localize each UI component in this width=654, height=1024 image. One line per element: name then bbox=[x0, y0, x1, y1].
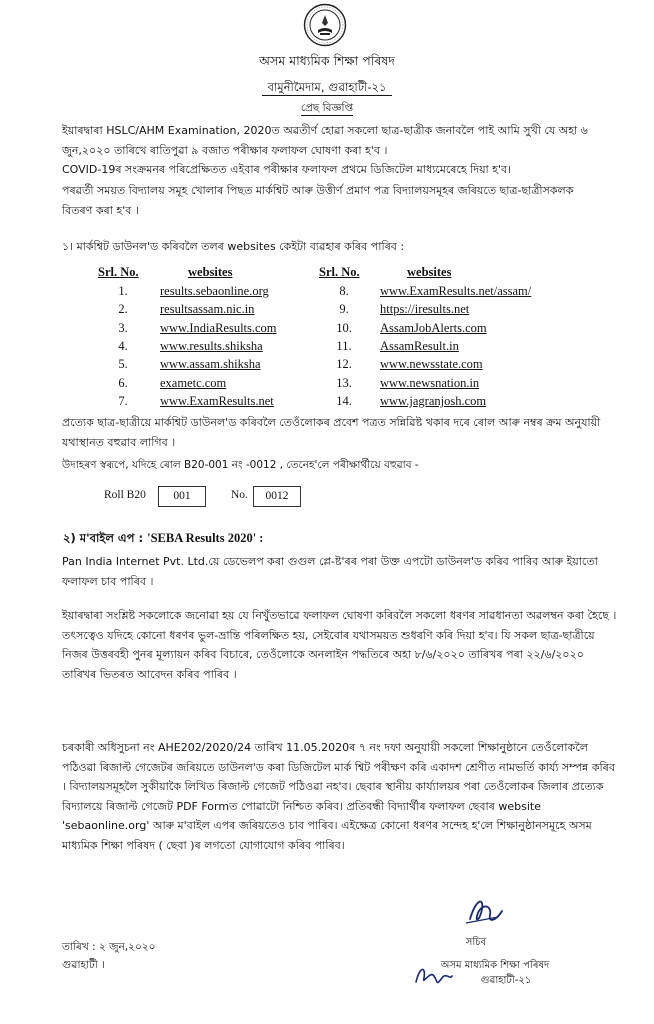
right-serial-header: Srl. No. bbox=[319, 265, 360, 279]
left-serial-header: Srl. No. bbox=[98, 265, 139, 279]
website-serial: 6. bbox=[118, 375, 128, 390]
distribution-paragraph: পৰৱৰ্তী সময়ত বিদ্যালয় সমূহ খোলাৰ পিছত মাৰ্কশ্বিট আৰু উত্তীৰ্ণ প্ৰমাণ পত্ৰ বিদ্যালয়সমূহৰ জৰিয়তে ছাত্ৰ-ছাত্ৰীসকলক বিতৰণ কৰা হ'ব । bbox=[62, 184, 574, 217]
website-serial: 7. bbox=[118, 393, 128, 408]
right-websites-header: websites bbox=[407, 265, 452, 279]
number-label: No. bbox=[231, 489, 248, 501]
website-link[interactable]: www.results.shiksha bbox=[160, 338, 263, 353]
website-link[interactable]: exametc.com bbox=[160, 375, 227, 390]
press-release-title: প্ৰেছ বিজ্ঞপ্তি bbox=[300, 102, 354, 114]
website-link[interactable]: www.ExamResults.net/assam/ bbox=[380, 284, 532, 298]
admission-notice-paragraph: চৰকাৰী অধিসুচনা নং AHE202/2020/24 তাৰিখ 11.05.2020ৰ ৭ নং দফা অনুযায়ী সকলো শিক্ষানুষ্ঠানে তেওঁলোকলৈ পঠিওৱা ৰিজাল্ট গেজেটৰ জৰিয়তে ডাউনল'ড কৰা ডিজিটেল মাৰ্ক শ্বিট পৰীক্ষণ কৰি একাদশ শ্ৰেণীত নামভৰ্তি কাৰ্য্য সম্পন্ন কৰিব । বিদ্যালয়সমূহলৈ সুকীয়াকৈ লিখিত ৰিজাল্ট গেজেট পঠিওৱা নহ'ব। ছেবাৰ স্থানীয় কাৰ্য্যালয়ৰ পৰা তেওঁলোকৰ জিলাৰ প্ৰত্যেক বিদ্যালয়ে ৰিজাল্ট গেজেট PDF Formত পোৱাটো নিশ্চিত কৰিব। প্ৰতিবন্ধী বিদ্যাৰ্থীৰ ফলাফল ছেবাৰ website 'sebaonline.org' আৰু ম'বাইল এপৰ জৰিয়তেও চাব পাৰিব। এইক্ষেত্ৰ কোনো ধৰণৰ সন্দেহ হ'লে শিক্ষানুষ্ঠানসমূহে অসম মাধ্যমিক শিক্ষা পৰিষদ ( ছেবা )ৰ লগতো যোগাযোগ কৰিব পাৰিব। bbox=[62, 741, 615, 852]
website-link[interactable]: www.jagranjosh.com bbox=[380, 393, 487, 408]
website-serial: 14. bbox=[336, 393, 352, 408]
website-link[interactable]: https://iresults.net bbox=[380, 302, 470, 317]
website-link[interactable]: www.newsstate.com bbox=[380, 357, 483, 372]
website-link[interactable]: AssamResult.in bbox=[380, 338, 459, 353]
org-name: অসম মাধ্যমিক শিক্ষা পৰিষদ bbox=[259, 53, 395, 68]
secretary-designation: সচিব bbox=[465, 937, 487, 948]
website-link[interactable]: www.IndiaResults.com bbox=[160, 320, 277, 335]
website-link[interactable]: resultsassam.nic.in bbox=[160, 302, 255, 317]
left-websites-header: websites bbox=[188, 265, 233, 279]
website-serial: 2. bbox=[118, 302, 128, 317]
number-value: 0012 bbox=[253, 486, 301, 507]
section1-heading: ১। মাৰ্কশ্বিট ডাউনল'ড কৰিবলৈ তলৰ websites কেইটা ব্যৱহাৰ কৰিব পাৰিব : bbox=[62, 240, 405, 253]
release-date: তাৰিখ : ২ জুন,২০২০ bbox=[62, 941, 156, 953]
roll-label: Roll B20 bbox=[104, 489, 146, 501]
website-link[interactable]: www.newsnation.in bbox=[380, 375, 480, 390]
initials-signature-icon bbox=[412, 962, 456, 990]
websites-table bbox=[95, 265, 555, 413]
website-serial: 9. bbox=[339, 302, 349, 317]
secretary-city: গুৱাহাটী-২১ bbox=[480, 975, 532, 986]
website-serial: 8. bbox=[339, 284, 349, 298]
intro-paragraph: ইয়াৰদ্বাৰা HSLC/AHM Examination, 2020ত অৱতীৰ্ণ হোৱা সকলো ছাত্ৰ-ছাত্ৰীক জনাবলৈ পাই আমি সুখী যে অহা ৬ জুন,২০২০ তাৰিখে ৰাতিপুৱা ৯ বজাত পৰীক্ষাৰ ফলাফল ঘোষণা কৰা হ'ব । bbox=[62, 124, 588, 157]
website-serial: 5. bbox=[118, 357, 128, 372]
website-serial: 4. bbox=[118, 338, 128, 353]
signature-icon bbox=[462, 893, 508, 929]
covid-paragraph: COVID-19ৰ সংক্ৰমনৰ পৰিপ্ৰেক্ষিতত এইবাৰ পৰীক্ষাৰ ফলাফল প্ৰথমে ডিজিটেল মাধ্যমেৰেহে দিয়া হ'ব। bbox=[62, 163, 512, 176]
secretary-org: অসম মাধ্যমিক শিক্ষা পৰিষদ bbox=[440, 960, 550, 971]
website-serial: 10. bbox=[336, 320, 352, 335]
website-serial: 11. bbox=[336, 338, 352, 353]
release-place: গুৱাহাটী । bbox=[62, 959, 105, 971]
section2-heading: ২) ম'বাইল এপ : 'SEBA Results 2020' : bbox=[63, 531, 264, 545]
website-link[interactable]: AssamJobAlerts.com bbox=[380, 320, 487, 335]
website-serial: 3. bbox=[118, 320, 128, 335]
org-address: বামুনীমৈদাম, গুৱাহাটী-২১ bbox=[0, 79, 654, 98]
roll-example: উদাহৰণ স্বৰূপে, যদিহে ৰোল B20-001 নং -0012 , তেনেহ'লে পৰীক্ষাৰ্থীয়ে বহুৱাব - bbox=[62, 459, 419, 471]
roll-instruction: প্ৰত্যেক ছাত্ৰ-ছাত্ৰীয়ে মাৰ্কশ্বিট ডাউনল'ড কৰিবলৈ তেওঁলোকৰ প্ৰবেশ পত্ৰত সন্নিৱিষ্ট থকাৰ দৰে ৰোল আৰু নম্বৰ ক্ৰম অনুযায়ী যথাস্থানত বহুৱাব লাগিব । bbox=[62, 416, 601, 449]
website-link[interactable]: www.ExamResults.net bbox=[160, 393, 274, 408]
website-link[interactable]: results.sebaonline.org bbox=[160, 284, 269, 298]
website-serial: 1. bbox=[118, 284, 128, 298]
website-serial: 12. bbox=[336, 357, 352, 372]
roll-value: 001 bbox=[158, 486, 206, 507]
website-link[interactable]: www.assam.shiksha bbox=[160, 357, 261, 372]
accuracy-notice-paragraph: ইয়াৰদ্বাৰা সংশ্লিষ্ট সকলোকে জনোৱা হয় যে নিখুঁতভাৱে ফলাফল ঘোষণা কৰিবলৈ সকলো ধৰণৰ সাৱধানতা অৱলম্বন কৰা হৈছে । তৎসত্বেও যদিহে কোনো ধৰণৰ ভুল-ভ্ৰান্তি পৰিলক্ষিত হয়, সেইবোৰ যথাসময়ত শুধৰণি কৰি দিয়া হ'ব। যি সকল ছাত্ৰ-ছাত্ৰীয়ে নিজৰ উত্তৰবহী পুনৰ মূল্যায়ন কৰিব বিচাৰে, তেওঁলোকে অনলাইন পদ্ধতিৰে অহা ৮/৬/২০২০ তাৰিখৰ পৰা ২২/৬/২০২০ তাৰিখৰ ভিতৰত আবেদন কৰিব পাৰিব । bbox=[62, 609, 617, 681]
website-serial: 13. bbox=[336, 375, 352, 390]
seba-emblem-icon bbox=[303, 3, 347, 47]
mobile-app-paragraph: Pan India Internet Pvt. Ltd.য়ে ডেভেলপ কৰা গুগুল প্লে-ষ্ট'ৰৰ পৰা উক্ত এপটো ডাউনল'ড কৰিব পাৰিব আৰু ইয়াতো ফলাফল চাব পাৰিব । bbox=[62, 555, 598, 588]
